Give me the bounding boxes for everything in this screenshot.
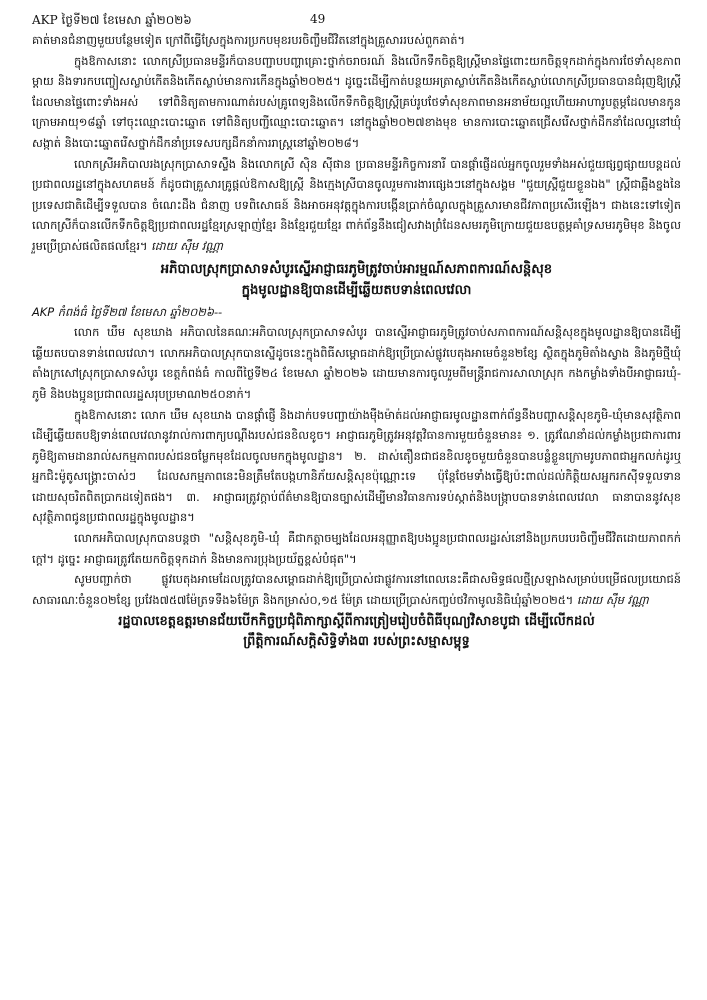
article1-paragraph-2-text: លោកស្រីអភិបាលរងស្រុកប្រាសាទស្ទឹង និងលោកស្រី សុិន ស៊ីផាន ប្រធានមន្ទីរកិច្ចការនារី បានផ្តាំផ្ញើដល់អ្នកចូលរួមទាំងអស់ជួយផ្សព្វផ្សាយបន្តដល់ប្រជាពលរដ្ឋនៅក្នុងសហគមន៍ ក៏ដូចជាគ្រួសារគ្រូផ្តល់ឱកាសឱ្យស្ត្រី និងក្មេងស្រីបានចូលរួមការងារផ្សេងៗនៅក្នុងសង្គម "ជួយស្ត្រីជួយខ្លួនឯង" ស្ត្រីជាឆ្អឹងខ្នងនៃប្រទេសជាតិដើម្បីទទួលបាន ចំណេះដឹង ជំនាញ បទពិសោធន៍ និងអាចអនុវត្តក្នុងការបង្កើនប្រាក់ចំណូលក្នុងគ្រួសារមានជីវភាពប្រសើរឡើង។ ជាងនេះទៅទៀតលោកស្រីក៏បានលើកទឹកចិត្តឱ្យប្រជាពលរដ្ឋខ្មែរស្រឡាញ់ខ្មែរ និងខ្មែរជួយខ្មែរ ពាក់ព័ន្ធនឹងជៀសវាងព្រំដែនសមរភូមិក្រោយជួយឧបត្ថម្ភគាំទ្រសមរភូមិមុខ និងចូលរួមប្រើប្រាស់ផលិតផលខ្មែរ។ [32,156,681,253]
article3-headline [32,612,681,652]
page-header [32,0,681,30]
page-number: 49 [310,12,326,26]
article2-dateline: AKP កំពង់ធំ ថ្ងៃទី២៧ ខែមេសា ឆ្នាំ២០២៦-- [32,304,223,319]
article2-paragraph-3: លោកអភិបាលស្រុកបានបន្តថា "សន្តិសុខភូមិ-ឃុំ គឺជាកត្តាចម្បងដែលអនុញ្ញាតឱ្យបងប្អូនប្រជាពលរដ្ឋរស់នៅនិងប្រកបរបរចិញ្ចឹមជីវិតដោយភាពកក់ក្តៅ។ ដូច្នេះ អាជ្ញាធរត្រូវតែយកចិត្តទុកដាក់ និងមានការប្រុងប្រយ័ត្នខ្ពស់បំផុត"។ [32,531,681,566]
article1-paragraph-1: ក្នុងឱកាសនោះ លោកស្រីប្រធានមន្ទីរក៏បានបញ្ជាបបញ្ហាគ្រោះថ្នាក់ចរាចរណ៍ និងលើកទឹកចិត្តឱ្យស្ត្រីមានផ្ទៃពោះយកចិត្តទុកដាក់ក្នុងការថែទាំសុខភាពម្តាយ និងទារកបញ្ចៀសស្លាប់កើតនិងកើតស្លាប់មានការកើនក្នុងឆ្នាំ២០២៥។ ដូច្នេះដើម្បីកាត់បន្ថយអត្រាស្លាប់កើតនិងកើតស្លាប់លោកស្រីប្រធានបានជំរុញឱ្យស្ត្រីដែលមានផ្ទៃពោះទាំងអស់ ទៅពិនិត្យតាមការណាត់របស់គ្រូពេទ្យនិងលើកទឹកចិត្តឱ្យស្ត្រីគ្រប់រូបថែទាំសុខភាពមានអនាម័យល្អហើយអាហារូបត្ថម្ភដែលមានកូនក្រោមអាយុ១៨ឆ្នាំ ទៅចុះឈ្មោះបោះឆ្នោត ទៅពិនិត្យបញ្ជីឈ្មោះបោះឆ្នោត។ នៅក្នុងឆ្នាំ២០២៧ខាងមុខ មានការបោះឆ្នោតជ្រើសរើសថ្នាក់ដឹកនាំដែលល្អនៅឃុំសង្កាត់ និងបោះឆ្នោតរើសថ្នាក់ដឹកនាំប្រទេសបក្សដឹកនាំការរាស្ត្រនៅឆ្នាំ២០២៨។ [32,53,681,150]
article2-headline-line-1: អភិបាលស្រុកប្រាសាទសំបូរស្នើអាជ្ញាធរភូមិត្រូវចាប់អារម្មណ៍សភាពការណ៍សន្តិសុខ [160,261,553,277]
article1-paragraph-0: គាត់មានជំនាញមួយបន្ថែមទៀត ក្រៅពីធ្វើស្រែក្នុងការប្រកបមុខរបរចិញ្ចឹមជីវិតនៅក្នុងគ្រួសាររបស់ពួកគាត់។ [32,33,465,47]
article-prasat-sambo-security [32,259,681,611]
article3-headline-line-1: រដ្ឋបាលខេត្តឧត្តរមានជ័យបើកកិច្ចប្រជុំពិភាក្សាស្តីពីការត្រៀមរៀបចំពិធីបុណ្យវិសាខបូជា ដើម្បីលើកដល់ [118,614,595,630]
article2-paragraph-4 [32,569,681,610]
article2-headline [32,259,681,301]
article-oddar-meanchey-visak-bochea [32,612,681,652]
article2-headline-line-2: ក្នុងមូលដ្ឋានឱ្យបានដើម្បីឆ្លើយតបទាន់ពេលវេលា [241,282,472,298]
header-date: AKP ថ្ងៃទី២៧ ខែមេសា ឆ្នាំ២០២៦ [32,13,192,27]
article1-paragraph-2 [32,154,681,257]
article2-paragraph-2: ក្នុងឱកាសនោះ លោក ឃឹម សុខឃាង បានផ្តាំផ្ញើ និងដាក់បទបញ្ជាយ៉ាងម៉ឺងម៉ាត់ដល់អាជ្ញាធរមូលដ្ឋានពាក់ព័ន្ធនឹងបញ្ហាសន្តិសុខភូមិ-ឃុំមានសុវត្ថិភាព ដើម្បីឆ្លើយតបឱ្យទាន់ពេលវេលានូវរាល់ការពាក្យបណ្តឹងរបស់ជនខិលខូច។ អាជ្ញាធរភូមិត្រូវអនុវត្តវិធានការមួយចំនួនមាន៖ ១. ត្រូវណែនាំដល់កម្លាំងប្រជាការពារភូមិឱ្យតាមដានរាល់សកម្មភាពរបស់ជនចម្លែកមុខដែលចូលមកក្នុងមូលដ្ឋាន។ ២. ដាស់តឿនជាជនខិលខូចមួយចំនួនបានបន្លំខ្លួនក្រោមរូបភាពជាអ្នកលក់ដូរឬអ្នកជិះម៉ូតូសង្គ្រោះចាស់ៗ ដែលសកម្មភាពនេះមិនត្រឹមតែបង្កហានិភ័យសន្តិសុខប៉ុណ្ណោះទេ ប៉ុន្តែថែមទាំងធ្វើឱ្យប៉ះពាល់ដល់កិត្តិយសអ្នករកស៊ីទទួលទានដោយសុចរិតពិតប្រាកដទៀតផង។ ៣. អាជ្ញាធរត្រូវក្តាប់ព័ត៌មានឱ្យបានច្បាស់ដើម្បីមានវិធានការទប់ស្កាត់និងបង្ក្រាបបានទាន់ពេលវេលា ធានាបាននូវសុខសុវត្ថិភាពជូនប្រជាពលរដ្ឋក្នុងមូលដ្ឋាន។ [32,407,681,525]
article1-byline: ដោយ ស៊ឹម វណ្ណា [151,238,223,253]
article2-paragraph-1: លោក ឃឹម សុខឃាង អភិបាលនៃគណៈអភិបាលស្រុកប្រាសាទសំបូរ បានស្នើអាជ្ញាធរភូមិត្រូវចាប់សភាពការណ៍សន្តិសុខក្នុងមូលដ្ឋានឱ្យបានដើម្បីឆ្លើយតបបានទាន់ពេលវេលា។ លោកអភិបាលស្រុកបានស្នើដូចនេះក្នុងពិធីសម្ពោធដាក់ឱ្យប្រើប្រាស់ផ្លូវបេតុងអាមេចំនួន២ខ្សែ ស្ថិតក្នុងភូមិតាំងស្វាង និងភូមិថ្មីឃុំតាំងក្រសៅស្រុកប្រាសាទសំបូរ ខេត្តកំពង់ធំ កាលពីថ្ងៃទី២៤ ខែមេសា ឆ្នាំ២០២៦ ដោយមានការចូលរួមពីមន្ត្រីរាជការសាលាស្រុក កងកម្លាំងទាំងបីអាជ្ញាធរឃុំ-ភូមិ និងបងប្អូនប្រជាពលរដ្ឋសរុបប្រមាណ២៥០នាក់។ [32,325,681,401]
article2-paragraph-4-text: សូមបញ្ជាក់ថា ផ្លូវបេតុងអាមេដែលត្រូវបានសម្ពោធដាក់ឱ្យប្រើប្រាស់ជាផ្លូវការនៅពេលនេះគឺជាសមិទ្ធផលថ្មីស្រឡាងសម្រាប់បម្រើផលប្រយោជន៍សាធារណៈចំនួន០២ខ្សែ ប្រវែង៧៥៧ម៉ែត្រទទឹង៦ម៉ែត្រ និងកម្រាស់០,១៥ ម៉ែត្រ ដោយប្រើប្រាស់កញ្ចប់ថវិកាមូលនិធិឃុំឆ្នាំ២០២៥។ [32,572,681,607]
article3-headline-line-2: ព្រឹត្តិការណ៍សក្តិសិទ្ធិទាំង៣ របស់ព្រះសម្មាសម្ពុទ្ធ [243,634,470,650]
article2-byline: ដោយ ស៊ឹម វណ្ណា [576,592,649,607]
article-women-affairs [32,30,681,257]
